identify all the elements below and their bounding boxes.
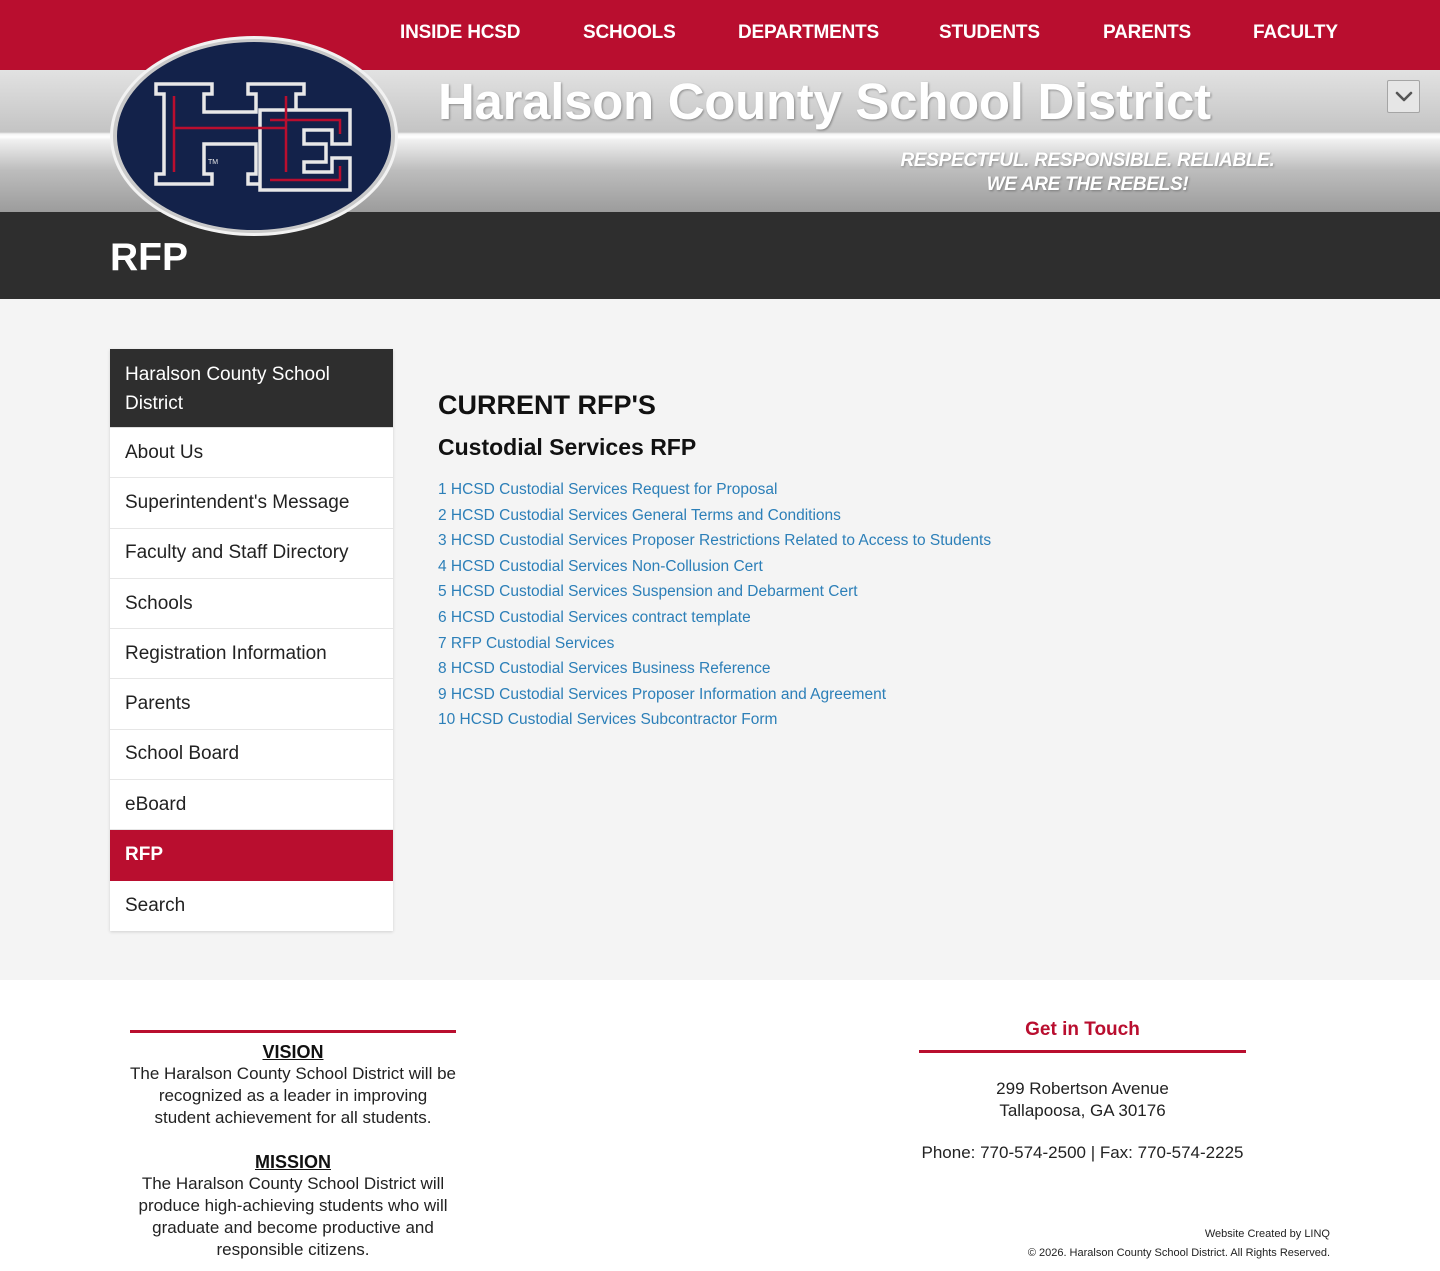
rfp-document-link[interactable]: 3 HCSD Custodial Services Proposer Restrictions Related to Access to Students bbox=[438, 532, 992, 550]
address-line-2: Tallapoosa, GA 30176 bbox=[999, 1101, 1166, 1120]
list-item bbox=[438, 686, 991, 712]
rfp-document-link[interactable]: 10 HCSD Custodial Services Subcontractor Form bbox=[438, 711, 778, 729]
rfp-document-link[interactable]: 7 RFP Custodial Services bbox=[438, 634, 615, 652]
nav-inside-hcsd[interactable]: INSIDE HCSD bbox=[400, 22, 521, 43]
rfp-document-list bbox=[438, 481, 991, 737]
sidebar-item-label: Schools bbox=[125, 592, 193, 614]
content-subheading: Custodial Services RFP bbox=[438, 434, 697, 460]
tagline-line-2: WE ARE THE REBELS! bbox=[986, 174, 1189, 195]
sidebar-item-label: Search bbox=[125, 894, 186, 916]
sidebar-item-label: Registration Information bbox=[125, 642, 327, 664]
sidebar-item-label: School Board bbox=[125, 743, 240, 765]
sidebar-nav bbox=[110, 349, 393, 931]
sidebar-item-about-us[interactable] bbox=[110, 428, 393, 478]
sidebar-item-superintendents-message[interactable] bbox=[110, 478, 393, 528]
sidebar-item-label: RFP bbox=[125, 844, 163, 866]
rfp-content bbox=[438, 388, 991, 737]
list-item bbox=[438, 711, 991, 737]
sidebar-item-school-board[interactable] bbox=[110, 730, 393, 780]
list-item bbox=[438, 481, 991, 507]
mission-heading: MISSION bbox=[254, 1152, 331, 1172]
sidebar-item-label: Parents bbox=[125, 693, 191, 715]
rfp-document-link[interactable]: 9 HCSD Custodial Services Proposer Information and Agreement bbox=[438, 685, 886, 703]
address bbox=[905, 1078, 1260, 1122]
content-heading: CURRENT RFP'S bbox=[438, 390, 656, 420]
chevron-down-icon bbox=[1395, 91, 1413, 103]
copyright: © 2026. Haralson County School District. All Rights Reserved. bbox=[1027, 1247, 1330, 1259]
nav-schools[interactable]: SCHOOLS bbox=[583, 22, 676, 43]
nav-students[interactable]: STUDENTS bbox=[939, 22, 1040, 43]
phone-fax: Phone: 770-574-2500 | Fax: 770-574-2225 bbox=[921, 1143, 1244, 1162]
sidebar-item-faculty-staff-directory[interactable] bbox=[110, 529, 393, 579]
rfp-document-link[interactable]: 4 HCSD Custodial Services Non-Collusion Cert bbox=[438, 557, 763, 575]
rfp-document-link[interactable]: 6 HCSD Custodial Services contract template bbox=[438, 608, 751, 626]
sidebar-item-label: About Us bbox=[125, 441, 204, 463]
list-item bbox=[438, 532, 991, 558]
contact-divider bbox=[919, 1050, 1246, 1053]
sidebar-header[interactable]: Haralson County School District bbox=[110, 349, 393, 428]
tagline-line-1: RESPECTFUL. RESPONSIBLE. RELIABLE. bbox=[900, 150, 1275, 171]
contact-heading: Get in Touch bbox=[1025, 1019, 1140, 1040]
sidebar-item-parents[interactable] bbox=[110, 679, 393, 729]
vision-text: The Haralson County School District will be recognized as a leader in improving student achievement for all students. bbox=[130, 1064, 456, 1127]
list-item bbox=[438, 558, 991, 584]
nav-faculty[interactable]: FACULTY bbox=[1253, 22, 1338, 43]
address-line-1: 299 Robertson Avenue bbox=[996, 1079, 1169, 1098]
footer-credits bbox=[1028, 1225, 1330, 1263]
rfp-document-link[interactable]: 1 HCSD Custodial Services Request for Proposal bbox=[438, 481, 778, 498]
district-logo[interactable] bbox=[108, 34, 400, 238]
sidebar-item-rfp[interactable] bbox=[110, 830, 393, 880]
page-title: RFP bbox=[110, 236, 188, 279]
nav-parents[interactable]: PARENTS bbox=[1103, 22, 1191, 43]
list-item bbox=[438, 609, 991, 635]
site-title: Haralson County School District bbox=[438, 73, 1211, 130]
list-item bbox=[438, 507, 991, 533]
header-expand-button[interactable] bbox=[1387, 80, 1420, 113]
sidebar-item-eboard[interactable] bbox=[110, 780, 393, 830]
sidebar-item-label: Superintendent's Message bbox=[125, 491, 350, 513]
svg-text:TM: TM bbox=[208, 159, 219, 166]
footer-vision-mission bbox=[130, 1030, 456, 1261]
vision-heading: VISION bbox=[262, 1042, 324, 1062]
sidebar-item-label: eBoard bbox=[125, 793, 187, 815]
sidebar-item-label: Faculty and Staff Directory bbox=[125, 542, 349, 564]
rfp-document-link[interactable]: 5 HCSD Custodial Services Suspension and Debarment Cert bbox=[438, 583, 858, 601]
nav-departments[interactable]: DEPARTMENTS bbox=[738, 22, 880, 43]
list-item bbox=[438, 583, 991, 609]
mission-text: The Haralson County School District will produce high-achieving students who will graduate and become productive and responsible citizens. bbox=[138, 1174, 448, 1259]
rfp-document-link[interactable]: 8 HCSD Custodial Services Business Reference bbox=[438, 660, 771, 678]
sidebar-item-schools[interactable] bbox=[110, 579, 393, 629]
footer-contact bbox=[905, 1018, 1260, 1164]
list-item bbox=[438, 660, 991, 686]
rfp-document-link[interactable]: 2 HCSD Custodial Services General Terms and Conditions bbox=[438, 506, 841, 524]
list-item bbox=[438, 635, 991, 661]
sidebar-item-registration-information[interactable] bbox=[110, 629, 393, 679]
sidebar-item-search[interactable] bbox=[110, 881, 393, 931]
site-credit-link[interactable]: Website Created by LINQ bbox=[1204, 1228, 1330, 1240]
